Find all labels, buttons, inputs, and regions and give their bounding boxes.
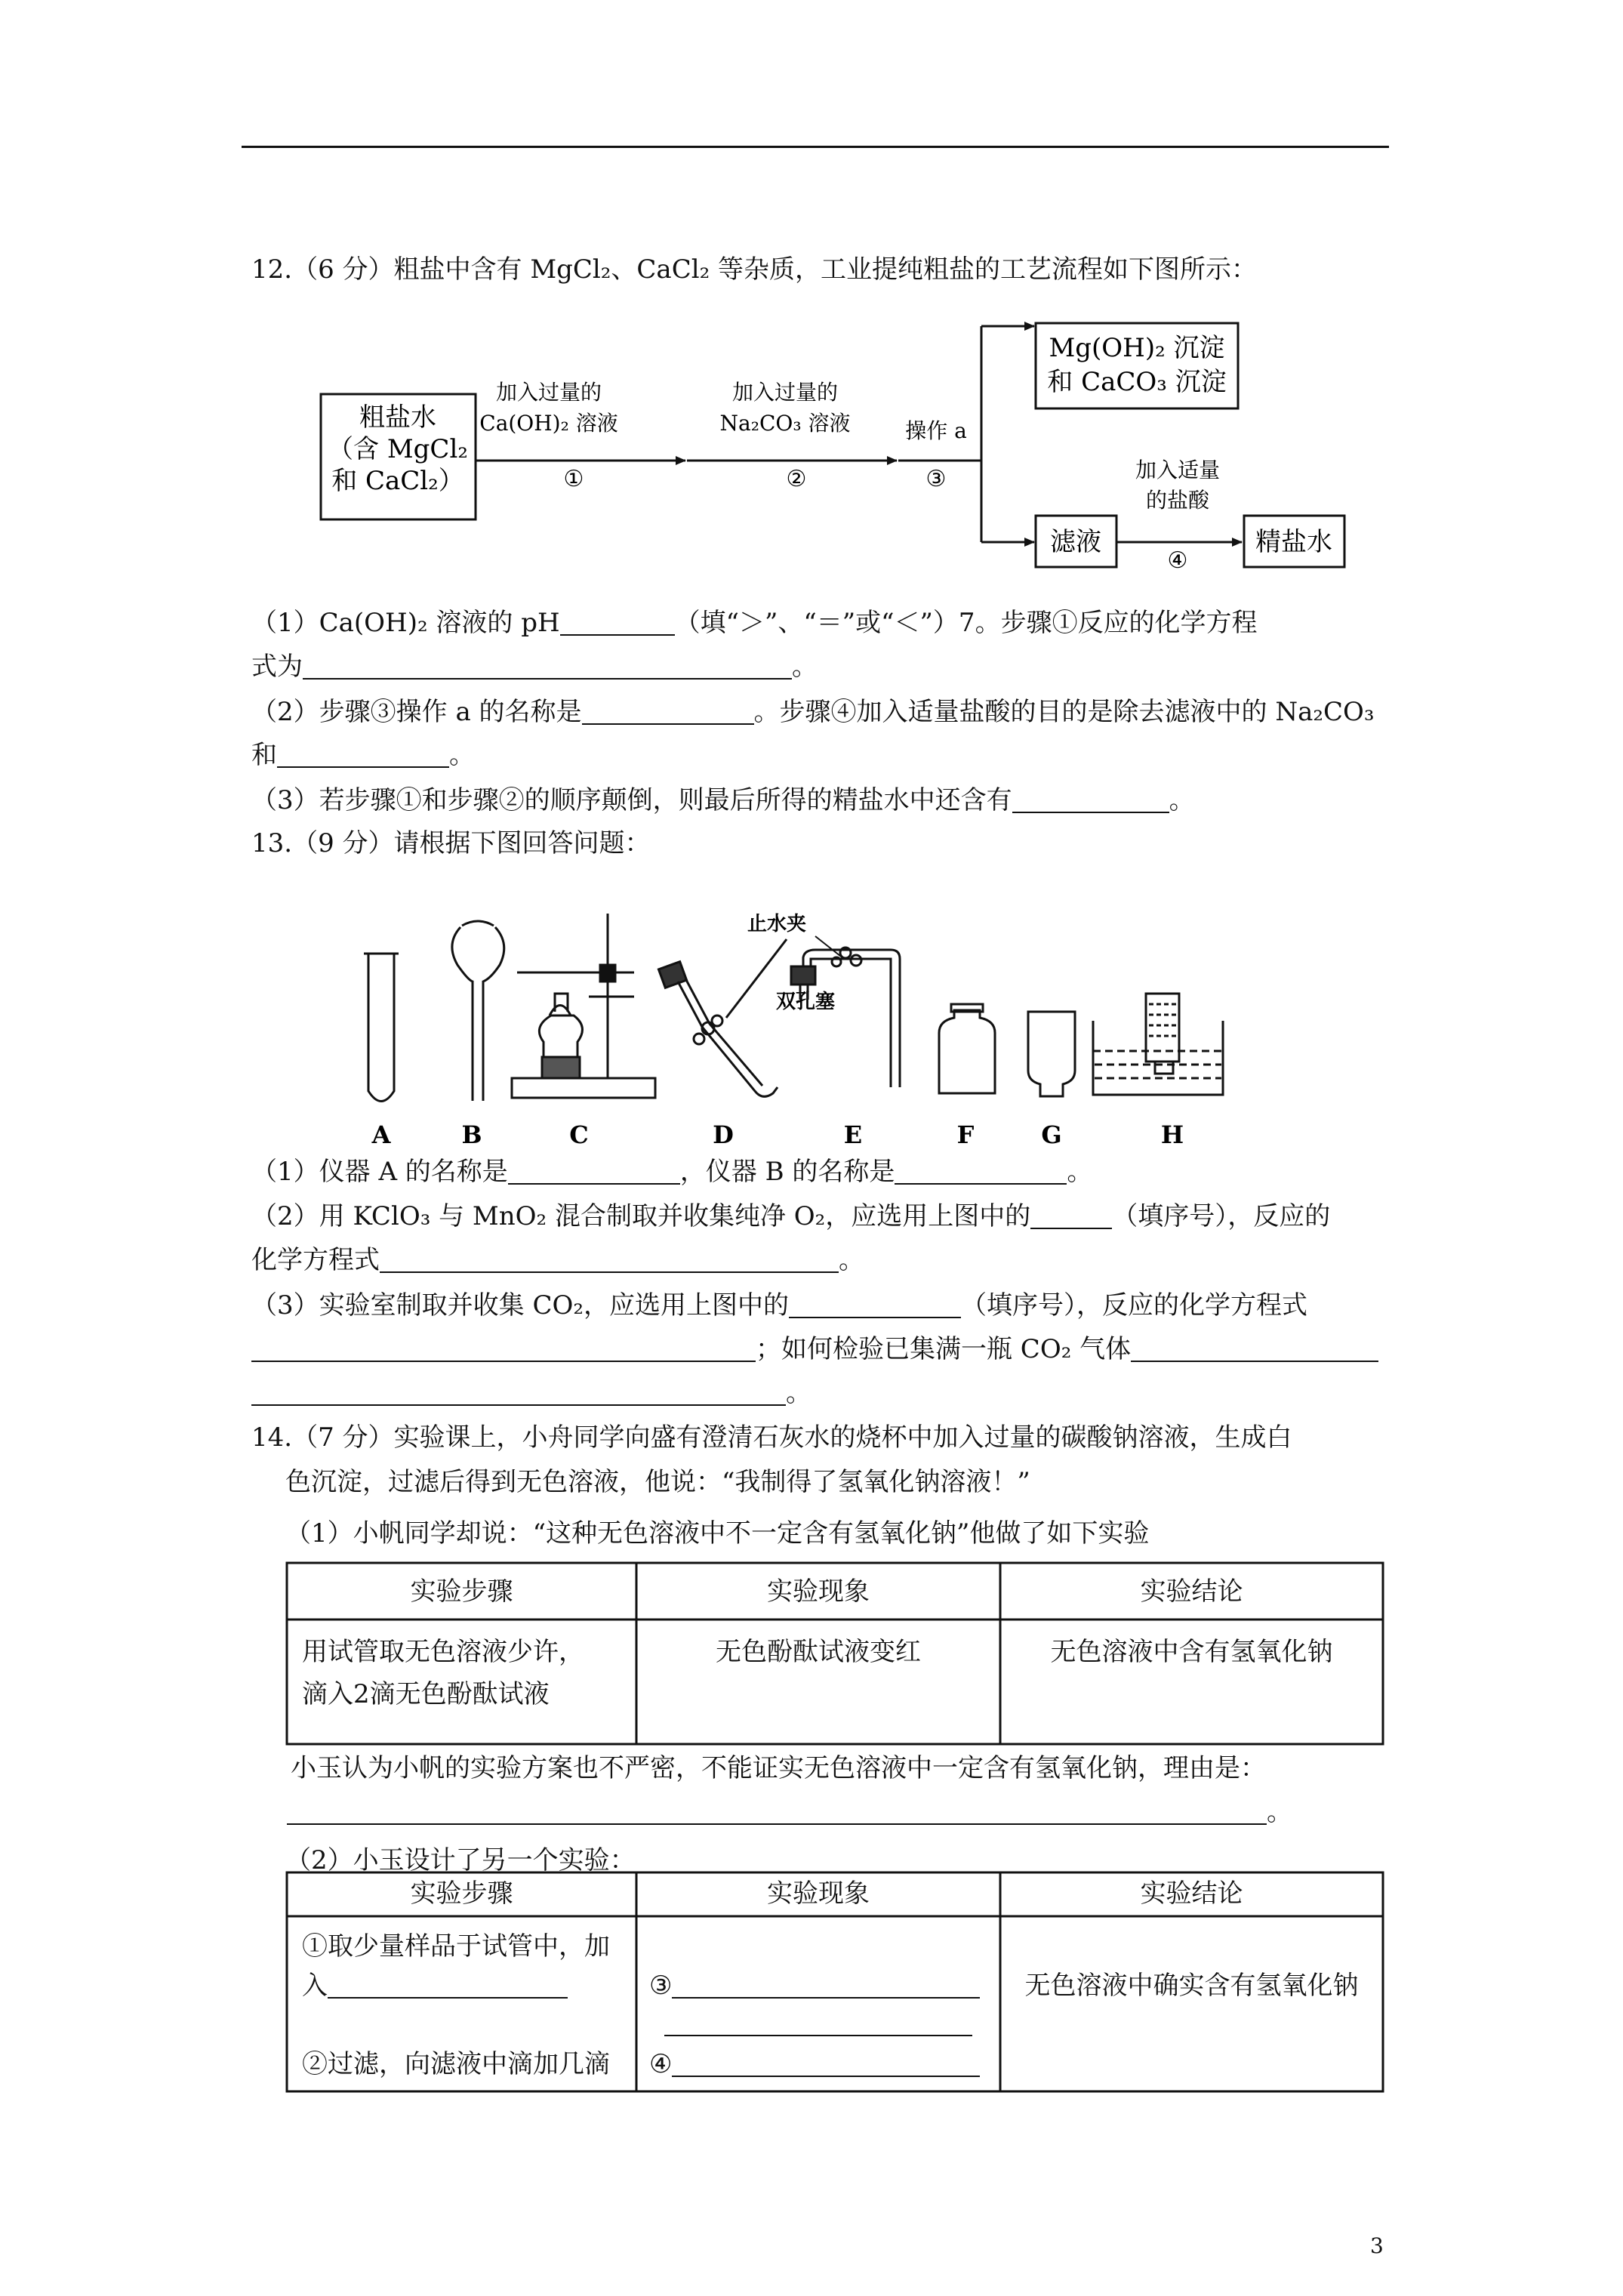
apparatus-label-b: B	[461, 1120, 482, 1149]
q13-intro: 13.（9 分）请根据下图回答问题：	[251, 828, 651, 858]
q12-part2b-prefix: 和	[251, 740, 277, 770]
flow-step1-num: ①	[563, 466, 584, 492]
flow-box-crude-brine-line2: （含 MgCl₂	[328, 434, 468, 464]
apparatus-label-d: D	[713, 1120, 734, 1149]
callout-clamp: 止水夹	[747, 913, 807, 935]
q13-part2b-prefix: 化学方程式	[251, 1245, 380, 1275]
apparatus-label-a: A	[371, 1120, 391, 1149]
table1-conclusion: 无色溶液中含有氢氧化钠	[1050, 1637, 1333, 1667]
flow-step2-label-a: 加入过量的	[731, 380, 839, 405]
page-number: 3	[1370, 2233, 1384, 2258]
table2-header-conclusion: 实验结论	[1140, 1878, 1243, 1909]
q12-part1-suffix: （填“＞”、“＝”或“＜”）7。步骤①反应的化学方程	[674, 608, 1258, 638]
q13-part1-suffix: 。	[1067, 1157, 1093, 1187]
q13-part2-prefix: （2）用 KClO₃ 与 MnO₂ 混合制取并收集纯净 O₂，应选用上图中的	[251, 1201, 1031, 1231]
q13-part3-suffix: （填序号），反应的化学方程式	[960, 1290, 1307, 1321]
flow-box-filtrate-text: 滤液	[1050, 527, 1101, 557]
q14-part2: （2）小玉设计了另一个实验：	[285, 1845, 636, 1875]
table2-conclusion: 无色溶液中确实含有氢氧化钠	[1024, 1971, 1359, 2001]
answer-blank-observation-3[interactable]	[672, 1970, 980, 1999]
flow-step3-num: ③	[925, 466, 947, 492]
table1-header-observation: 实验现象	[767, 1576, 870, 1607]
q12-part2-prefix: （2）步骤③操作 a 的名称是	[251, 697, 582, 727]
flow-step1-label-b: Ca(OH)₂ 溶液	[479, 411, 618, 436]
q13-part2-suffix: （填序号），反应的	[1112, 1201, 1331, 1231]
q13-part3b-mid: ；如何检验已集满一瓶 CO₂ 气体	[756, 1334, 1132, 1364]
q13-part3c-suffix: 。	[786, 1378, 812, 1408]
q12-part2b-suffix: 。	[449, 740, 475, 770]
flow-box-refined-brine-text: 精盐水	[1255, 527, 1332, 557]
table1-step-line1: 用试管取无色溶液少许，	[302, 1637, 584, 1667]
q12-part2-suffix: 。步骤④加入适量盐酸的目的是除去滤液中的 Na₂CO₃	[753, 697, 1375, 727]
apparatus-label-h: H	[1160, 1120, 1184, 1149]
q13-part3-prefix: （3）实验室制取并收集 CO₂，应选用上图中的	[251, 1290, 789, 1321]
q13-part1-prefix: （1）仪器 A 的名称是	[251, 1157, 508, 1187]
table2-header-step: 实验步骤	[410, 1878, 513, 1909]
table2-obs3	[649, 1965, 980, 2007]
flow-step3-label: 操作 a	[905, 418, 967, 443]
q13-part1-mid: ，仪器 B 的名称是	[679, 1157, 895, 1187]
flow-step4-label-b: 的盐酸	[1145, 488, 1210, 513]
apparatus-label-c: C	[569, 1120, 589, 1149]
flow-box-crude-brine-line1: 粗盐水	[359, 402, 436, 433]
q14-reason-end: 。	[1267, 1797, 1292, 1827]
q14-reason: 小玉认为小帆的实验方案也不严密，不能证实无色溶液中一定含有氢氧化钠，理由是：	[291, 1753, 1266, 1783]
table2-step1-prefix: 入	[302, 1971, 328, 2001]
callout-stopper: 双孔塞	[776, 991, 836, 1013]
flow-box-precipitate-line1: Mg(OH)₂ 沉淀	[1049, 333, 1225, 363]
flow-step2-num: ②	[786, 466, 807, 492]
table2-step1-line1: ①取少量样品于试管中，加	[302, 1931, 610, 1962]
table2-obs4	[649, 2043, 980, 2085]
q13-part2b-suffix: 。	[839, 1245, 864, 1275]
answer-blank-observation-4[interactable]	[672, 2048, 980, 2077]
q12-part1b-prefix: 式为	[251, 652, 303, 682]
answer-blank-reagent[interactable]	[328, 1970, 568, 1999]
table1-header-conclusion: 实验结论	[1140, 1576, 1243, 1607]
flow-step2-label-b: Na₂CO₃ 溶液	[719, 411, 851, 436]
q14-part1: （1）小帆同学却说：“这种无色溶液中不一定含有氢氧化钠”他做了如下实验	[285, 1518, 1150, 1549]
q12-intro: 12.（6 分）粗盐中含有 MgCl₂、CaCl₂ 等杂质，工业提纯粗盐的工艺流程如下图所示：	[251, 254, 1258, 285]
apparatus-label-e: E	[843, 1120, 863, 1149]
table2-obs3-label: ③	[649, 1971, 673, 2001]
q14-intro-line1: 14.（7 分）实验课上，小舟同学向盛有澄清石灰水的烧杯中加入过量的碳酸钠溶液，生成白	[251, 1422, 1292, 1453]
table1-observation: 无色酚酞试液变红	[716, 1637, 921, 1667]
q12-part1-prefix: （1）Ca(OH)₂ 溶液的 pH	[251, 608, 560, 638]
table2-header-observation: 实验现象	[767, 1878, 870, 1909]
table1-header-step: 实验步骤	[410, 1576, 513, 1607]
flow-box-crude-brine-line3: 和 CaCl₂）	[331, 466, 464, 496]
answer-blank-observation-3b[interactable]	[664, 2008, 972, 2036]
table2-step2: ②过滤，向滤液中滴加几滴	[302, 2049, 610, 2079]
flow-box-precipitate-line2: 和 CaCO₃ 沉淀	[1047, 367, 1227, 397]
table2-obs4-label: ④	[649, 2049, 673, 2079]
table2-step1-line2	[302, 1965, 568, 2007]
table2-obs3-cont	[664, 2002, 972, 2045]
flow-step1-label-a: 加入过量的	[495, 380, 602, 405]
q12-part3-suffix: 。	[1169, 785, 1195, 815]
q12-part1b-suffix: 。	[792, 652, 818, 682]
apparatus-label-f: F	[956, 1120, 975, 1149]
q12-part3-prefix: （3）若步骤①和步骤②的顺序颠倒，则最后所得的精盐水中还含有	[251, 785, 1012, 815]
apparatus-label-g: G	[1041, 1120, 1062, 1149]
flow-step4-num: ④	[1167, 547, 1188, 574]
table1-step-line2: 滴入2滴无色酚酞试液	[302, 1679, 550, 1709]
flow-step4-label-a: 加入适量	[1135, 458, 1221, 482]
q14-intro-line2: 色沉淀，过滤后得到无色溶液，他说：“我制得了氢氧化钠溶液！”	[285, 1467, 1030, 1497]
